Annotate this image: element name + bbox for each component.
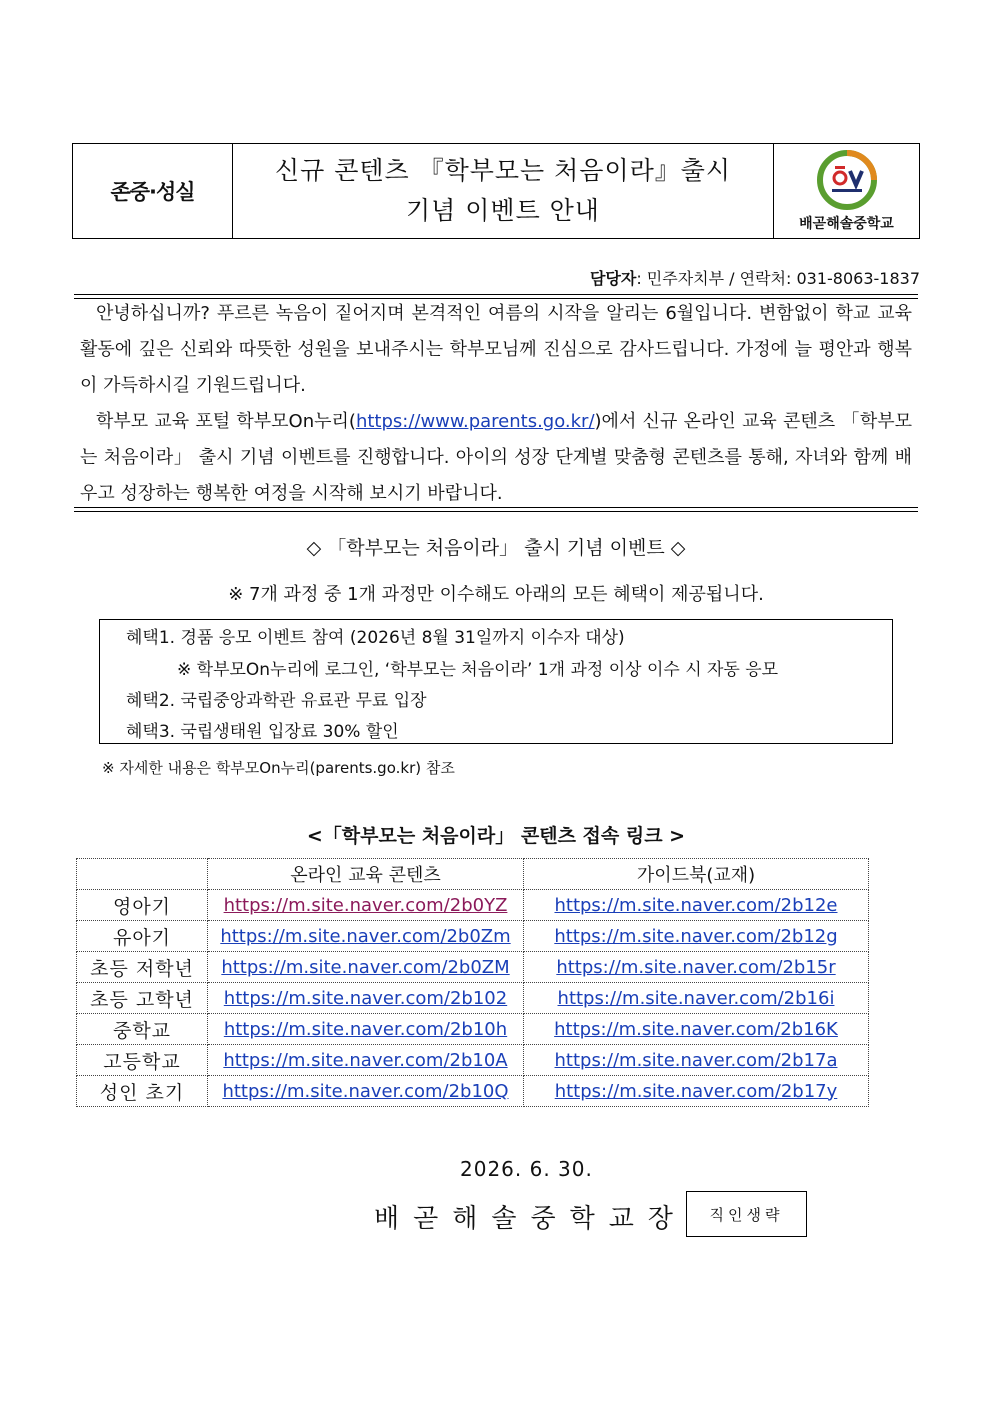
divider-top-1 (74, 294, 918, 295)
document-title-line1: 신규 콘텐츠 『학부모는 처음이라』출시 (274, 156, 732, 185)
intro-p2-after: )에서 신규 온라인 교육 콘텐츠 「학부모는 처음이라」 출시 기념 이벤트를 진행합니다. 아이의 성장 단계별 맞춤형 콘텐츠를 통해, 자녀와 함께 배우고 성장하는 행복한 여정을 시작해 보시기 바랍니다. (80, 411, 913, 504)
guidebook-link[interactable]: https://m.site.naver.com/2b17a (554, 1049, 838, 1071)
table-header-row (77, 859, 869, 890)
table-row (77, 921, 869, 952)
seal-omitted-box (686, 1191, 807, 1237)
row-label: 유아기 (77, 921, 208, 952)
title-cell (233, 144, 774, 238)
intro-p2-before: 학부모 교육 포털 학부모On누리( (96, 411, 356, 432)
guidebook-link[interactable]: https://m.site.naver.com/2b16i (557, 987, 835, 1009)
school-logo-name: 배곧해솔중학교 (799, 216, 894, 232)
benefit-1: 혜택1. 경품 응모 이벤트 참여 (2026년 8월 31일까지 이수자 대상) (126, 628, 625, 648)
intro-paragraph-2 (80, 404, 912, 512)
row-label: 영아기 (77, 890, 208, 921)
benefit-3: 혜택3. 국립생태원 입장료 30% 할인 (126, 722, 399, 742)
row-label: 초등 고학년 (77, 983, 208, 1014)
table-row (77, 890, 869, 921)
online-content-link[interactable]: https://m.site.naver.com/2b102 (223, 987, 508, 1009)
row-label: 고등학교 (77, 1045, 208, 1076)
document-header (72, 143, 920, 239)
table-header-online: 온라인 교육 콘텐츠 (208, 859, 524, 890)
document-title-line2: 기념 이벤트 안내 (406, 196, 600, 225)
seal-text: 직인생략 (709, 1205, 784, 1224)
row-label: 성인 초기 (77, 1076, 208, 1107)
table-row (77, 1076, 869, 1107)
event-heading: ◇ 「학부모는 처음이라」 출시 기념 이벤트 ◇ (306, 537, 686, 559)
benefit-2: 혜택2. 국립중앙과학관 유료관 무료 입장 (126, 691, 427, 711)
links-heading: <「학부모는 처음이라」 콘텐츠 접속 링크 > (306, 825, 686, 847)
motto-cell (73, 144, 233, 238)
online-content-link[interactable]: https://m.site.naver.com/2b0Zm (220, 925, 511, 947)
divider-bottom-1 (74, 507, 918, 508)
benefit-box (99, 619, 893, 744)
row-label: 중학교 (77, 1014, 208, 1045)
contact-info (590, 266, 920, 289)
table-header-guide: 가이드북(교재) (524, 859, 869, 890)
contact-label: 담당자 (589, 269, 637, 288)
table-row (77, 983, 869, 1014)
online-content-link[interactable]: https://m.site.naver.com/2b0YZ (223, 894, 508, 916)
school-motto: 존중·성실 (110, 180, 195, 204)
principal-signature: 배곧해솔중학교장 (374, 1204, 687, 1234)
links-table (76, 858, 869, 1107)
intro-paragraphs (80, 296, 912, 512)
table-row (77, 1014, 869, 1045)
online-content-link[interactable]: https://m.site.naver.com/2b10Q (222, 1080, 509, 1102)
online-content-link[interactable]: https://m.site.naver.com/2b10h (223, 1018, 508, 1040)
logo-cell (774, 144, 919, 238)
row-label: 초등 저학년 (77, 952, 208, 983)
parents-portal-link[interactable]: https://www.parents.go.kr/ (355, 411, 595, 432)
guidebook-link[interactable]: https://m.site.naver.com/2b16K (554, 1018, 838, 1040)
contact-text: : 민주자치부 / 연락처: 031-8063-1837 (636, 269, 920, 288)
online-content-link[interactable]: https://m.site.naver.com/2b10A (223, 1049, 508, 1071)
document-date: 2026. 6. 30. (460, 1157, 593, 1181)
guidebook-link[interactable]: https://m.site.naver.com/2b12e (554, 894, 838, 916)
school-logo-icon (816, 149, 878, 211)
event-notice: ※ 7개 과정 중 1개 과정만 이수해도 아래의 모든 혜택이 제공됩니다. (228, 584, 764, 605)
table-row (77, 1045, 869, 1076)
detail-note: ※ 자세한 내용은 학부모On누리(parents.go.kr) 참조 (102, 759, 455, 777)
table-row (77, 952, 869, 983)
guidebook-link[interactable]: https://m.site.naver.com/2b17y (554, 1080, 838, 1102)
guidebook-link[interactable]: https://m.site.naver.com/2b12g (554, 925, 838, 947)
online-content-link[interactable]: https://m.site.naver.com/2b0ZM (221, 956, 510, 978)
table-header-empty (77, 859, 208, 890)
guidebook-link[interactable]: https://m.site.naver.com/2b15r (556, 956, 836, 978)
benefit-1-note: ※ 학부모On누리에 로그인, ‘학부모는 처음이라’ 1개 과정 이상 이수 시 자동 응모 (177, 660, 779, 680)
divider-bottom-2 (74, 511, 918, 512)
intro-paragraph-1: 안녕하십니까? 푸르른 녹음이 짙어지며 본격적인 여름의 시작을 알리는 6월입니다. 변함없이 학교 교육 활동에 깊은 신뢰와 따뜻한 성원을 보내주시는 학부모님께 진심으로 감사드립니다. 가정에 늘 평안과 행복이 가득하시길 기원드립니다. (80, 303, 912, 396)
